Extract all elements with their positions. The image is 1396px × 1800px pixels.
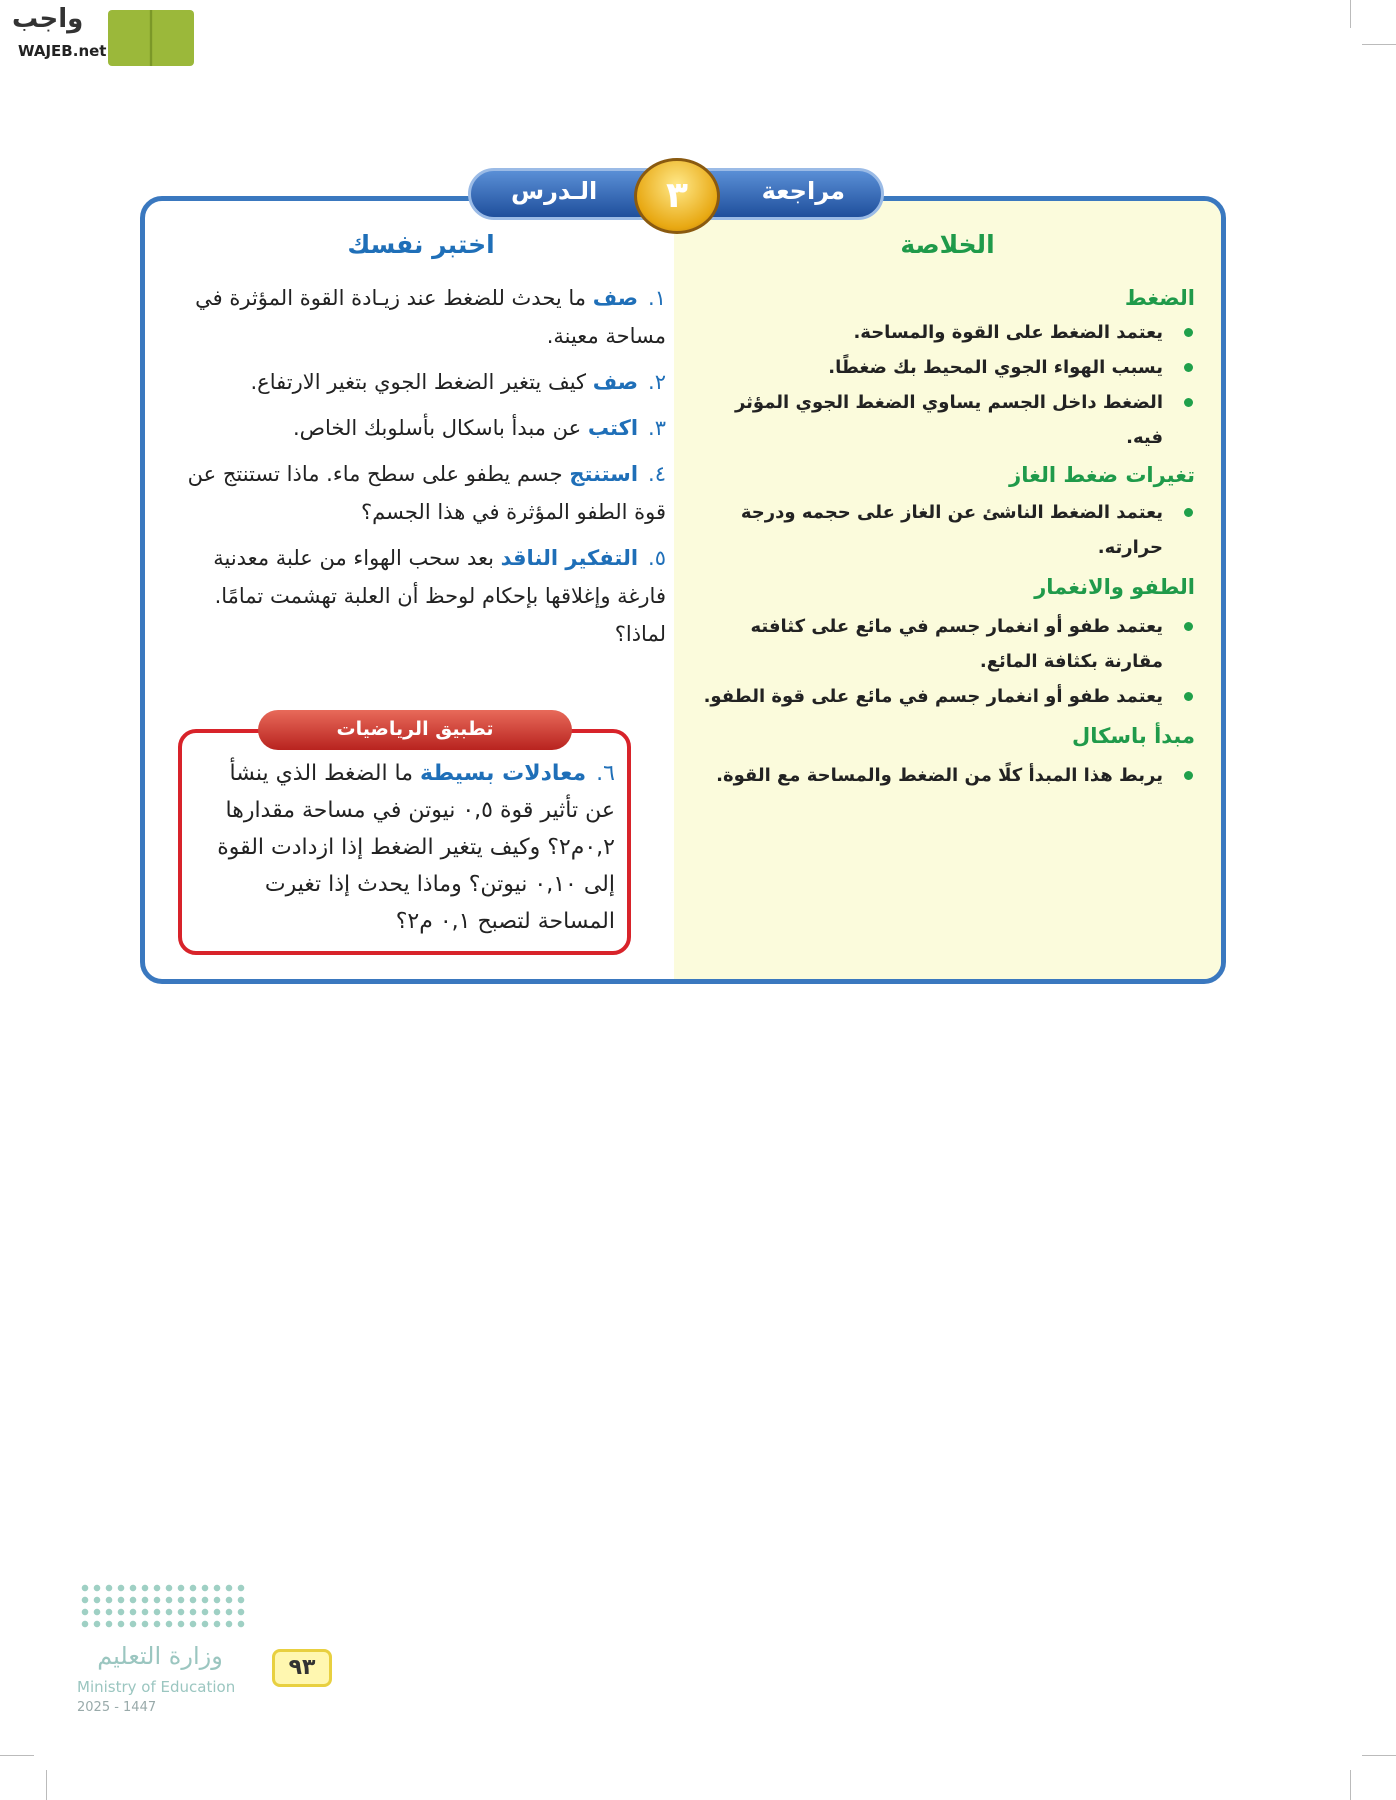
bullet: الضغط داخل الجسم يساوي الضغط الجوي المؤثر فيه. — [700, 385, 1195, 455]
section-heading: الضغط — [1124, 286, 1195, 310]
question-5 — [176, 539, 666, 653]
q-num: ٤. — [648, 462, 666, 486]
q-keyword: التفكير الناقد — [500, 546, 639, 570]
ministry-english: Ministry of Education — [77, 1678, 236, 1696]
math-application-box — [178, 729, 631, 955]
q-num: ١. — [648, 286, 666, 310]
summary-title: الخلاصة — [900, 230, 995, 259]
question-1 — [176, 279, 666, 355]
banner-lesson: الـدرس — [511, 177, 598, 205]
q-keyword: استنتج — [569, 462, 639, 486]
page-number: ٩٣ — [272, 1649, 332, 1687]
crop-mark — [1362, 44, 1396, 45]
test-yourself — [176, 230, 666, 653]
bullet: يعتمد طفو أو انغمار جسم في مائع على كثافته مقارنة بكثافة المائع. — [700, 609, 1195, 679]
q-text: عن مبدأ باسكال بأسلوبك الخاص. — [292, 416, 588, 440]
question-6 — [194, 755, 615, 940]
ministry-arabic: وزارة التعليم — [97, 1642, 223, 1670]
q-text: ما يحدث للضغط عند زيـادة القوة المؤثرة في مساحة معينة. — [195, 286, 666, 348]
book-icon — [108, 10, 194, 66]
summary-section — [700, 565, 1195, 714]
summary-section — [700, 455, 1195, 565]
section-heading: تغيرات ضغط الغاز — [1009, 463, 1195, 487]
test-title: اختبر نفسك — [347, 230, 495, 259]
summary-section — [700, 714, 1195, 793]
question-2 — [176, 363, 666, 401]
bullet: يعتمد الضغط على القوة والمساحة. — [700, 315, 1195, 350]
section-heading: مبدأ باسكال — [1072, 724, 1195, 748]
q-keyword: صف — [592, 286, 639, 310]
question-3 — [176, 409, 666, 447]
q-num: ٥. — [648, 546, 666, 570]
q-keyword: معادلات بسيطة — [420, 761, 587, 786]
q-text: بعد سحب الهواء من علبة معدنية فارغة وإغلاقها بإحكام لوحظ أن العلبة تهشمت تمامًا. لماذا؟ — [213, 546, 666, 646]
logo-arabic: واجب — [12, 4, 84, 34]
ministry-logo — [75, 1578, 255, 1728]
q-num: ٢. — [648, 370, 666, 394]
year: 2025 - 1447 — [77, 1700, 157, 1715]
crop-mark — [1362, 1755, 1396, 1756]
q-text: كيف يتغير الضغط الجوي بتغير الارتفاع. — [250, 370, 593, 394]
q-num: ٦. — [596, 761, 615, 786]
crop-mark — [46, 1770, 47, 1800]
q-num: ٣. — [648, 416, 666, 440]
math-application-label: تطبيق الرياضيات — [258, 710, 572, 750]
bullet: يسبب الهواء الجوي المحيط بك ضغطًا. — [700, 350, 1195, 385]
summary — [700, 230, 1195, 793]
ministry-emblem-icon — [79, 1582, 247, 1632]
question-4 — [176, 455, 666, 531]
q-keyword: صف — [592, 370, 639, 394]
bullet: يعتمد الضغط الناشئ عن الغاز على حجمه ودرجة حرارته. — [700, 495, 1195, 565]
section-heading: الطفو والانغمار — [1034, 575, 1195, 599]
wajeb-logo — [8, 4, 193, 68]
crop-mark — [0, 1755, 34, 1756]
crop-mark — [1350, 1770, 1351, 1800]
q-text: ما الضغط الذي ينشأ عن تأثير قوة ٠,٥ نيوتن في مساحة مقدارها ٠,٢م٢؟ وكيف يتغير الضغط إذا ازدادت القوة إلى ٠,١٠ نيوتن؟ وماذا يحدث إذا تغيرت المساحة لتصبح ٠,١ م٢؟ — [217, 761, 615, 934]
crop-mark — [1350, 0, 1351, 28]
summary-section — [700, 281, 1195, 455]
bullet: يعتمد طفو أو انغمار جسم في مائع على قوة الطفو. — [700, 679, 1195, 714]
banner-review: مراجعة — [761, 177, 845, 205]
bullet: يربط هذا المبدأ كلًا من الضغط والمساحة مع القوة. — [700, 758, 1195, 793]
lesson-number-badge: ٣ — [634, 158, 720, 234]
logo-latin: WAJEB.net — [18, 42, 107, 60]
q-text: جسم يطفو على سطح ماء. ماذا تستنتج عن قوة الطفو المؤثرة في هذا الجسم؟ — [187, 462, 666, 524]
q-keyword: اكتب — [587, 416, 639, 440]
